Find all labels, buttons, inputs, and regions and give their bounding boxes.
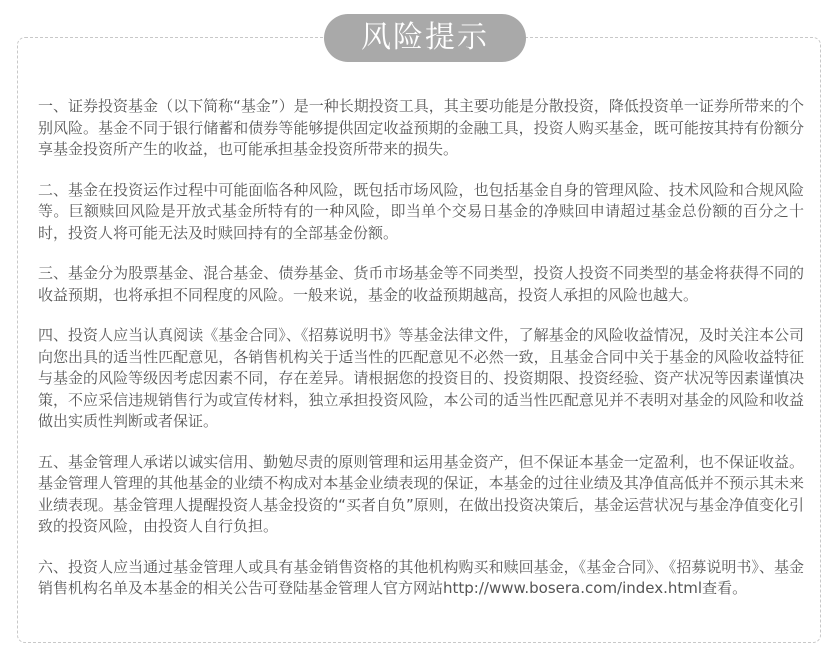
risk-paragraph-5: 五、基金管理人承诺以诚实信用、勤勉尽责的原则管理和运用基金资产，但不保证本基金一定盈利，也不保证收益。基金管理人管理的其他基金的业绩不构成对本基金业绩表现的保证，本基金的过往业绩及其净值高低并不预示其未来业绩表现。基金管理人提醒投资人基金投资的“买者自负”原则，在做出投资决策后，基金运营状况与基金净值变化引致的投资风险，由投资人自行负担。	[38, 452, 804, 535]
risk-paragraph-3: 三、基金分为股票基金、混合基金、债券基金、货币市场基金等不同类型，投资人投资不同类型的基金将获得不同的收益预期，也将承担不同程度的风险。一般来说，基金的收益预期越高，投资人承担的风险也越大。	[38, 264, 804, 304]
risk-notice-content	[38, 96, 804, 619]
risk-paragraph-1: 一、证券投资基金（以下简称“基金”）是一种长期投资工具，其主要功能是分散投资，降低投资单一证券所带来的个别风险。基金不同于银行储蓄和债券等能够提供固定收益预期的金融工具，投资人购买基金，既可能按其持有份额分享基金投资所产生的收益，也可能承担基金投资所带来的损失。	[38, 97, 804, 158]
risk-paragraph-6: 六、投资人应当通过基金管理人或具有基金销售资格的其他机构购买和赎回基金，《基金合同》、《招募说明书》、基金销售机构名单及本基金的相关公告可登陆基金管理人官方网站http://www.bosera.com/index.html查看。	[38, 557, 804, 597]
risk-paragraph-4: 四、投资人应当认真阅读《基金合同》、《招募说明书》等基金法律文件，了解基金的风险收益情况，及时关注本公司向您出具的适当性匹配意见，各销售机构关于适当性的匹配意见不必然一致，且基金合同中关于基金的风险收益特征与基金的风险等级因考虑因素不同，存在差异。请根据您的投资目的、投资期限、投资经验、资产状况等因素谨慎决策，不应采信违规销售行为或宣传材料，独立承担投资风险，本公司的适当性匹配意见并不表明对基金的风险和收益做出实质性判断或者保证。	[38, 326, 804, 430]
risk-paragraph-2: 二、基金在投资运作过程中可能面临各种风险，既包括市场风险，也包括基金自身的管理风险、技术风险和合规风险等。巨额赎回风险是开放式基金所特有的一种风险，即当单个交易日基金的净赎回申请超过基金总份额的百分之十时，投资人将可能无法及时赎回持有的全部基金份额。	[38, 180, 804, 242]
risk-notice-title: 风险提示	[324, 14, 526, 62]
